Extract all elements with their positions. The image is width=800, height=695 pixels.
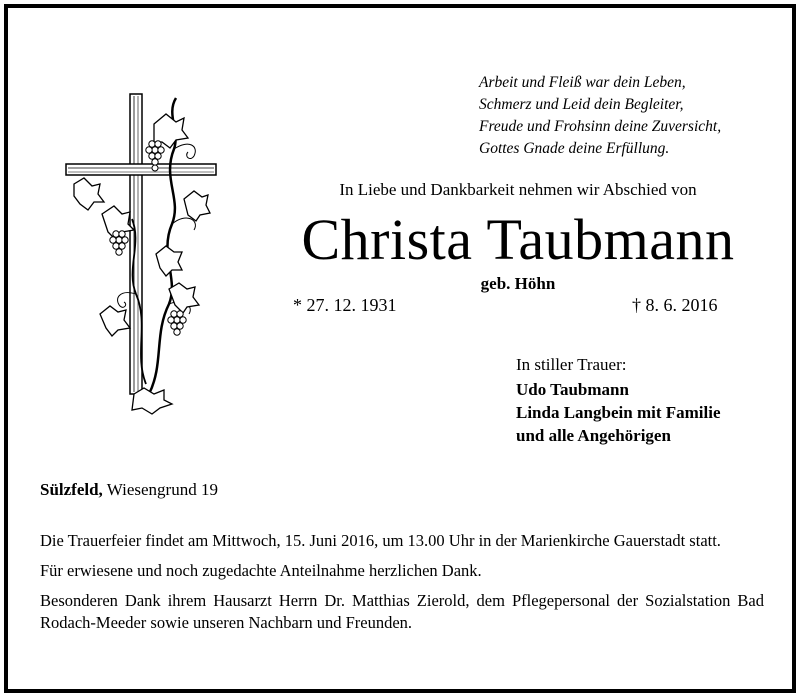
death-date: † 8. 6. 2016: [632, 295, 718, 315]
notice-notes: [40, 530, 764, 642]
mourner-name: und alle Angehörigen: [516, 426, 671, 445]
special-thanks: Besonderen Dank ihrem Hausarzt Herrn Dr. Matthias Zierold, dem Pflegepersonal der Sozialstation Bad Rodach-Meeder sowie unseren Nachbarn und Freunden.: [40, 591, 764, 632]
address: [40, 480, 218, 500]
funeral-info: Die Trauerfeier findet am Mittwoch, 15. Juni 2016, um 13.00 Uhr in der Marienkirche Gauerstadt statt.: [40, 531, 721, 550]
intro-text: In Liebe und Dankbarkeit nehmen wir Abschied von: [339, 180, 697, 199]
cross-with-grapevine-icon: [54, 84, 219, 419]
birth-date: * 27. 12. 1931: [293, 295, 397, 315]
memorial-poem: [479, 72, 779, 160]
mourner-name: Udo Taubmann: [516, 380, 629, 399]
thanks-note: Für erwiesene und noch zugedachte Anteilnahme herzlichen Dank.: [40, 561, 482, 580]
birth-name: geb. Höhn: [480, 274, 556, 293]
poem-line: Gottes Gnade deine Erfüllung.: [479, 140, 670, 157]
address-street: Wiesengrund 19: [106, 480, 218, 499]
mourners-block: [516, 353, 721, 447]
poem-line: Schmerz und Leid dein Begleiter,: [479, 96, 684, 113]
poem-line: Freude und Frohsinn deine Zuversicht,: [479, 118, 722, 135]
poem-line: Arbeit und Fleiß war dein Leben,: [479, 74, 686, 91]
deceased-name: Christa Taubmann: [301, 207, 735, 272]
address-place: Sülzfeld,: [40, 480, 103, 499]
obituary-notice: [4, 4, 796, 693]
mourners-heading: In stiller Trauer:: [516, 355, 627, 374]
mourner-name: Linda Langbein mit Familie: [516, 403, 721, 422]
